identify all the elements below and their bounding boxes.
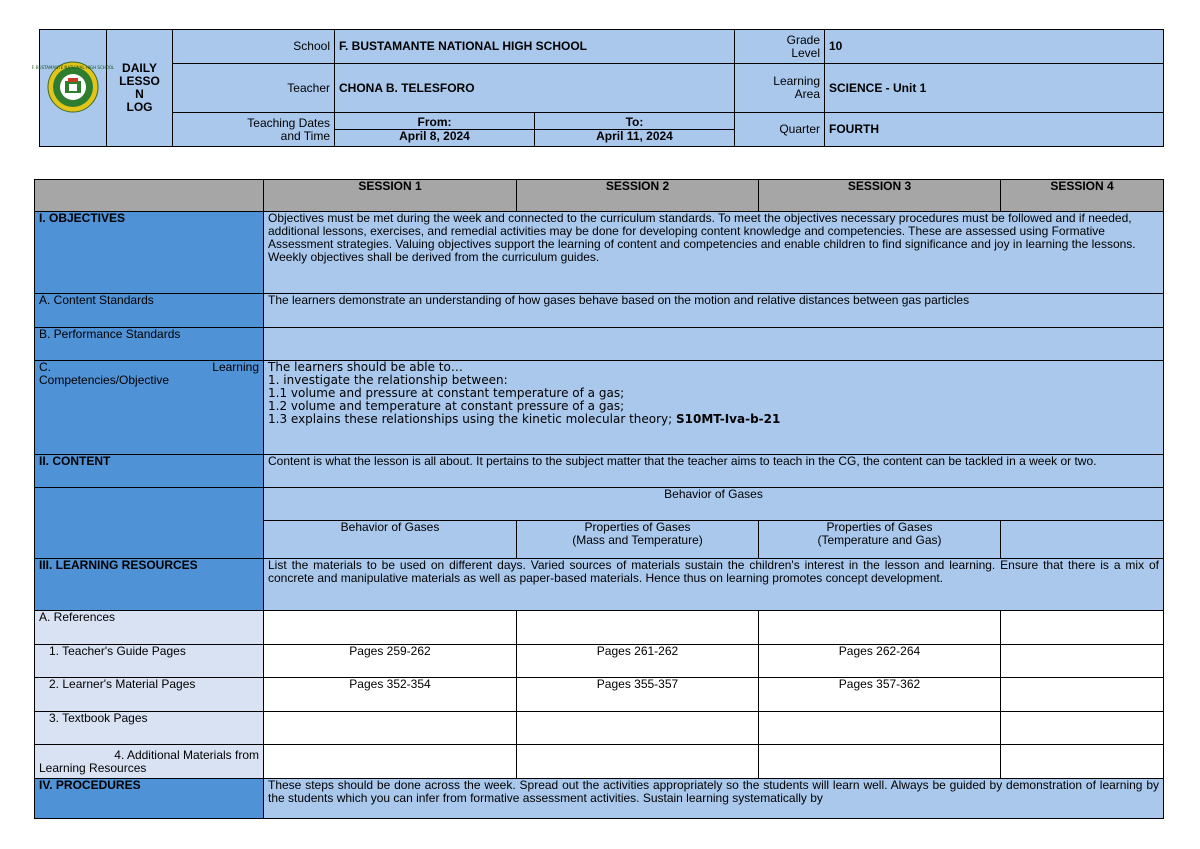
- from-value: April 8, 2024: [399, 129, 470, 143]
- teachers-guide-pages: Pages 261-262: [517, 645, 759, 678]
- objectives-text: Objectives must be met during the week and connected to the curriculum standards. To meet the objectives necessary procedures must be followed and if needed, additional lessons, exercises, and remedial activities may be done for developing content knowledge and competencies. These are assessed using Formative Assessment strategies. Valuing objectives support the learning of content and competencies and enable children to find significance and joy in learning the lessons. Weekly objectives shall be derived from the curriculum guides.: [264, 212, 1164, 294]
- area-label: [735, 64, 825, 113]
- additional-materials-line: 4. Additional Materials from: [114, 747, 259, 762]
- references-cell: [1001, 611, 1164, 645]
- to-label: To:: [535, 116, 734, 130]
- school-logo-cell: [31, 30, 115, 147]
- header-table: [31, 29, 1164, 147]
- references-cell: [517, 611, 759, 645]
- learners-material-label: 2. Learner's Material Pages: [35, 678, 264, 712]
- dll-title-cell: [107, 30, 173, 147]
- competency-line: The learners should be able to…: [268, 360, 463, 374]
- lesson-table: [34, 179, 1164, 819]
- session-topic: [264, 521, 517, 559]
- session-header: SESSION 2: [517, 180, 759, 212]
- quarter-label: Quarter: [735, 113, 825, 147]
- to-value: April 11, 2024: [596, 129, 673, 143]
- competencies-label: [35, 361, 264, 455]
- textbook-cell: [1001, 712, 1164, 745]
- competency-line: [268, 413, 1159, 426]
- learners-material-pages: Pages 355-357: [517, 678, 759, 712]
- content-text: Content is what the lesson is all about. It pertains to the subject matter that the teacher aims to teach in the CG, the content can be tackled in a week or two.: [264, 455, 1164, 488]
- resources-text: List the materials to be used on different days. Varied sources of materials sustain the children's interest in the lesson and learning. Ensure that there is a mix of concrete and manipulative materials as well as paper-based materials. Hence thus on learning promotes concept development.: [264, 559, 1164, 611]
- area-label-line: Area: [794, 87, 820, 101]
- seal-text: F. BUSTAMANTE NATIONAL HIGH SCHOOL: [31, 64, 115, 70]
- additional-materials-cell: [1001, 745, 1164, 779]
- session-topic-line: Properties of Gases: [826, 520, 933, 534]
- competencies-label-c: C.: [39, 360, 51, 374]
- teacher-label: Teacher: [173, 64, 335, 113]
- textbook-cell: [759, 712, 1001, 745]
- references-cell: [759, 611, 1001, 645]
- textbook-cell: [264, 712, 517, 745]
- learners-material-pages: Pages 352-354: [264, 678, 517, 712]
- to-cell: [535, 113, 735, 147]
- performance-standards-label: B. Performance Standards: [35, 328, 264, 361]
- corner-cell: [35, 180, 264, 212]
- school-value: F. BUSTAMANTE NATIONAL HIGH SCHOOL: [335, 30, 735, 64]
- competency-code: S10MT-Iva-b-21: [676, 412, 781, 426]
- learners-material-pages: Pages 357-362: [759, 678, 1001, 712]
- objectives-label: I. OBJECTIVES: [35, 212, 264, 294]
- textbook-cell: [517, 712, 759, 745]
- grade-value: 10: [825, 30, 1164, 64]
- dates-label: [173, 113, 335, 147]
- school-label: School: [173, 30, 335, 64]
- area-value: SCIENCE - Unit 1: [825, 64, 1164, 113]
- dll-title-line: LESSO: [119, 74, 160, 88]
- teachers-guide-pages: Pages 259-262: [264, 645, 517, 678]
- competencies-label-learning: Learning: [212, 360, 259, 374]
- session-topic: [1001, 521, 1164, 559]
- references-cell: [264, 611, 517, 645]
- session-header: SESSION 4: [1001, 180, 1164, 212]
- session-topic-line: Behavior of Gases: [340, 520, 440, 534]
- competencies-text: [264, 361, 1164, 455]
- learners-material-pages: [1001, 678, 1164, 712]
- teacher-value: CHONA B. TELESFORO: [335, 64, 735, 113]
- teachers-guide-label: 1. Teacher's Guide Pages: [35, 645, 264, 678]
- competency-line-text: 1.3 explains these relationships using the kinetic molecular theory;: [268, 412, 673, 426]
- textbook-label: 3. Textbook Pages: [35, 712, 264, 745]
- content-label: II. CONTENT: [35, 455, 264, 488]
- teachers-guide-pages: Pages 262-264: [759, 645, 1001, 678]
- references-label: A. References: [35, 611, 264, 645]
- content-topic-label-cell: [35, 488, 264, 559]
- teachers-guide-pages: [1001, 645, 1164, 678]
- dll-title-line: LOG: [126, 100, 153, 114]
- grade-label: [735, 30, 825, 64]
- area-label-line: Learning: [773, 74, 820, 88]
- competencies-label-rest: Competencies/Objective: [39, 373, 170, 387]
- content-standards-text: The learners demonstrate an understanding of how gases behave based on the motion and relative distances between gas particles: [264, 294, 1164, 328]
- additional-materials-cell: [264, 745, 517, 779]
- from-label: From:: [335, 116, 534, 130]
- session-topic-line: (Mass and Temperature): [572, 533, 703, 547]
- dates-label-line: Teaching Dates: [247, 115, 330, 130]
- session-topic: [759, 521, 1001, 559]
- competency-line: 1.1 volume and pressure at constant temperature of a gas;: [268, 386, 625, 400]
- procedures-label: IV. PROCEDURES: [35, 779, 264, 819]
- grade-label-line: Level: [791, 45, 820, 60]
- session-header: SESSION 1: [264, 180, 517, 212]
- quarter-value: FOURTH: [825, 113, 1164, 147]
- dates-label-line: and Time: [280, 128, 330, 143]
- session-header: SESSION 3: [759, 180, 1001, 212]
- dll-title-line: N: [135, 87, 144, 101]
- session-topic: [517, 521, 759, 559]
- additional-materials-label: [35, 745, 264, 779]
- from-cell: [335, 113, 535, 147]
- grade-label-line: Grade: [786, 32, 820, 47]
- content-topic: Behavior of Gases: [264, 488, 1164, 521]
- performance-standards-text: [264, 328, 1164, 361]
- additional-materials-line: Learning Resources: [39, 760, 147, 775]
- competency-line: 1.2 volume and temperature at constant pressure of a gas;: [268, 399, 625, 413]
- dll-title-line: DAILY: [122, 61, 157, 75]
- additional-materials-cell: [517, 745, 759, 779]
- resources-label: III. LEARNING RESOURCES: [35, 559, 264, 611]
- session-topic-line: Properties of Gases: [584, 520, 691, 534]
- procedures-text: These steps should be done across the week. Spread out the activities appropriately so the students will learn well. Always be guided by demonstration of learning by the students which you can infer from formative assessment activities. Sustain learning systematically by: [264, 779, 1164, 819]
- additional-materials-cell: [759, 745, 1001, 779]
- competency-line: 1. investigate the relationship between:: [268, 373, 508, 387]
- content-standards-label: A. Content Standards: [35, 294, 264, 328]
- school-seal-icon: [31, 61, 115, 113]
- session-topic-line: (Temperature and Gas): [817, 533, 942, 547]
